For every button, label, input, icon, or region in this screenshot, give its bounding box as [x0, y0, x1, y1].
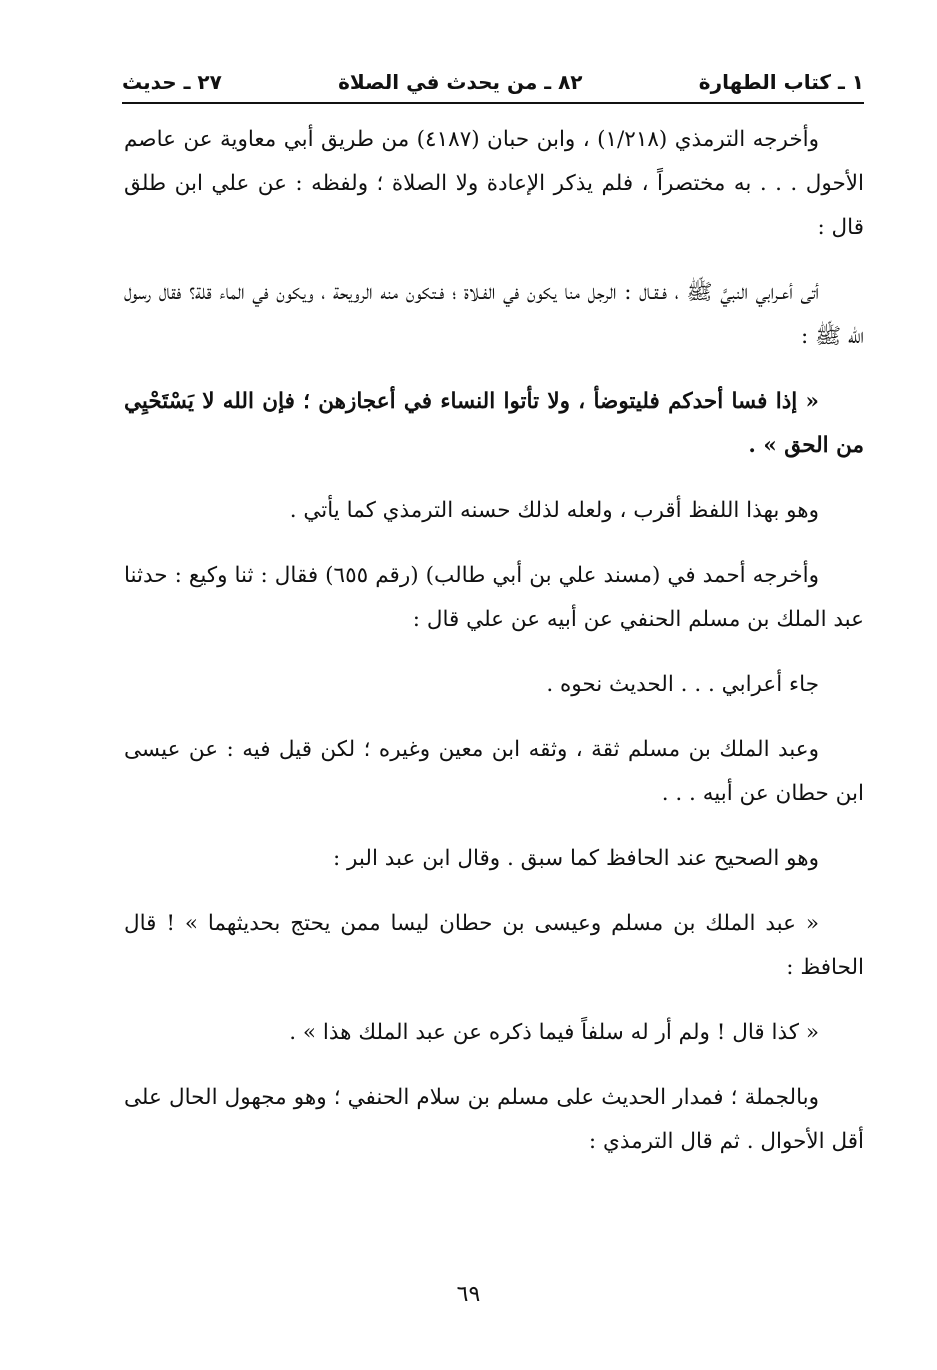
paragraph-hafiz-quote: « كذا قال ! ولم أر له سلفاً فيما ذكره عن عبد الملك هذا » . — [289, 1020, 819, 1045]
paragraph-narrator-note: وعبد الملك بن مسلم ثقة ، وثقه ابن معين وغيره ؛ لكن قيل فيه : عن عيسى ابن حطان عن أبيه . . . — [124, 737, 864, 806]
paragraph-similar-hadith: جاء أعرابي . . . الحديث نحوه . — [546, 672, 819, 697]
paragraph-ibn-abd-al-barr: وهو الصحيح عند الحافظ كما سبق . وقال ابن عبد البر : — [332, 846, 819, 871]
paragraph-bedouin-narration: أتى أعـرابي النبيَّ ﷺ ، فـقـال : الرجل منا يكون في الفـلاة ؛ فـتكون منه الرويحة ، ويكون في الماء قلة؟ فقال رسول الله ﷺ : — [124, 280, 864, 349]
header-hadith-number: ٢٧ ـ حديث — [122, 70, 222, 94]
header-chapter-title: ٨٢ ـ من يحدث في الصلاة — [338, 70, 583, 94]
paragraph-summary: وبالجملة ؛ فمدار الحديث على مسلم بن سلام الحنفي ؛ وهو مجهول الحال على أقل الأحوال . ثم قال الترمذي : — [124, 1085, 864, 1154]
paragraph-prophetic-quote: « إذا فسا أحدكم فليتوضأ ، ولا تأتوا النساء في أعجازهن ؛ فإن الله لا يَسْتَحْيِي من الحق » . — [124, 389, 864, 458]
header-book-title: ١ ـ كتاب الطهارة — [698, 70, 864, 94]
running-header — [122, 62, 864, 104]
paragraph-takhrij-tirmidhi: وأخرجه الترمذي (١/٢١٨) ، وابن حبان (٤١٨٧) من طريق أبي معاوية عن عاصم الأحول . . . به مختصراً ، فلم يذكر الإعادة ولا الصلاة ؛ ولفظه : عن علي ابن طلق قال : — [124, 127, 864, 240]
paragraph-takhrij-ahmad: وأخرجه أحمد في (مسند علي بن أبي طالب) (رقم ٦٥٥) فقال : ثنا وكيع : حدثنا عبد الملك بن مسلم الحنفي عن أبيه عن علي قال : — [124, 563, 864, 632]
page-body — [124, 118, 864, 1185]
paragraph-wording-note: وهو بهذا اللفظ أقرب ، ولعله لذلك حسنه الترمذي كما يأتي . — [289, 498, 819, 523]
paragraph-ibn-abd-al-barr-quote: « عبد الملك بن مسلم وعيسى بن حطان ليسا ممن يحتج بحديثهما » ! قال الحافظ : — [124, 911, 864, 980]
page-number: ٦٩ — [456, 1282, 481, 1307]
